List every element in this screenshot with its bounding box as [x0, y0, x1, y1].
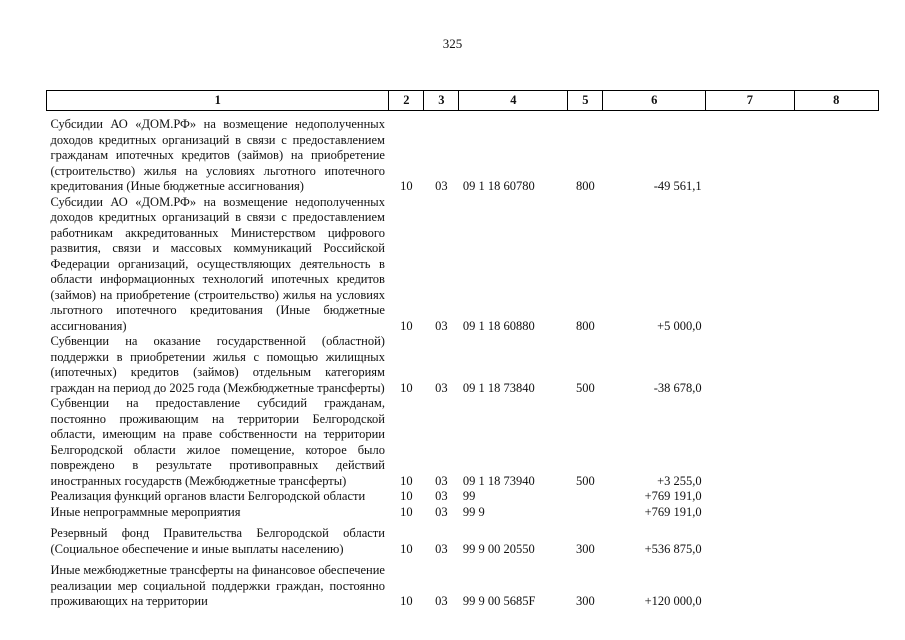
- row-target-code: 99: [462, 489, 476, 503]
- row-target-code: 09 1 18 73840: [462, 380, 535, 395]
- row-section: 10: [400, 541, 413, 556]
- row-expense-type: 800: [575, 179, 595, 193]
- header-col-6: 6: [603, 91, 706, 111]
- row-subsection: 03: [435, 473, 448, 488]
- row-target-code: 99 9 00 20550: [462, 541, 535, 556]
- row-col-7: [706, 396, 794, 489]
- row-col-8: [794, 396, 878, 489]
- row-target-code: 09 1 18 73940: [462, 473, 535, 488]
- row-amount: +769 191,0: [644, 489, 702, 503]
- row-subsection: 03: [435, 504, 448, 519]
- row-description: Реализация функций органов власти Белгородской области: [50, 489, 366, 503]
- row-col-8: [794, 505, 878, 521]
- row-section: 10: [400, 179, 413, 193]
- table-row: [47, 563, 879, 610]
- header-col-7: 7: [706, 91, 794, 111]
- header-row: [47, 91, 879, 111]
- table-header: [47, 91, 879, 111]
- row-expense-type: 500: [575, 473, 595, 488]
- row-section: 10: [400, 380, 413, 395]
- row-subsection: 03: [435, 318, 448, 333]
- row-col-7: [706, 526, 794, 557]
- row-expense-type: 500: [575, 380, 595, 395]
- row-description: Иные межбюджетные трансферты на финансовое обеспечение реализации мер социальной поддержки граждан, постоянно проживающих на территории: [50, 563, 385, 608]
- row-section: 10: [400, 594, 413, 608]
- row-subsection: 03: [435, 179, 448, 193]
- row-description: Иные непрограммные мероприятия: [50, 504, 241, 519]
- row-amount: +769 191,0: [644, 504, 702, 519]
- table-row: [47, 505, 879, 521]
- row-col-8: [794, 563, 878, 610]
- row-subsection: 03: [435, 489, 448, 503]
- row-description: Субвенции на предоставление субсидий гражданам, постоянно проживающим на территории Белгородской области, имеющим на праве собственности на территории Белгородской области жилое помещение, которое было повреждено в результате противоправных действий иностранных государств (Межбюджетные трансферты): [50, 396, 385, 488]
- row-target-code: 99 9: [462, 504, 485, 519]
- table-row: [47, 396, 879, 489]
- row-amount: +120 000,0: [644, 594, 702, 608]
- table-row: [47, 489, 879, 505]
- row-col-8: [794, 334, 878, 396]
- row-col-8: [794, 526, 878, 557]
- header-col-4: 4: [459, 91, 568, 111]
- table-row: [47, 111, 879, 195]
- table-row: [47, 195, 879, 335]
- header-col-2: 2: [389, 91, 424, 111]
- row-amount: +536 875,0: [644, 541, 702, 556]
- row-section: 10: [400, 489, 413, 503]
- header-col-8: 8: [794, 91, 878, 111]
- row-subsection: 03: [435, 380, 448, 395]
- row-expense-type: 300: [575, 594, 595, 608]
- row-expense-type: 300: [575, 541, 595, 556]
- row-description: Субсидии АО «ДОМ.РФ» на возмещение недополученных доходов кредитных организаций в связи с предоставлением гражданам ипотечных кредитов (займов) на приобретение (строительство) жилья на условиях льготного ипотечного кредитования (Иные бюджетные ассигнования): [50, 117, 385, 193]
- row-target-code: 09 1 18 60880: [462, 318, 535, 333]
- row-col-8: [794, 195, 878, 335]
- row-target-code: 09 1 18 60780: [462, 179, 535, 193]
- row-section: 10: [400, 473, 413, 488]
- table-row: [47, 526, 879, 557]
- row-section: 10: [400, 318, 413, 333]
- row-expense-type: [568, 489, 603, 505]
- row-subsection: 03: [435, 594, 448, 608]
- row-expense-type: [568, 505, 603, 521]
- page-number: 325: [442, 36, 463, 51]
- row-col-8: [794, 489, 878, 505]
- table-body: [47, 111, 879, 610]
- row-col-7: [706, 505, 794, 521]
- header-col-1: 1: [47, 91, 389, 111]
- row-description: Субсидии АО «ДОМ.РФ» на возмещение недополученных доходов кредитных организаций в связи с предоставлением работникам аккредитованных Министерством цифрового развития, связи и массовых коммуникаций Российской Федерации организаций, осуществляющих деятельность в области информационных технологий ипотечных кредитов (займов) на приобретение (строительство) жилья на условиях льготного ипотечного кредитования (Иные бюджетные ассигнования): [50, 194, 385, 333]
- row-description: Резервный фонд Правительства Белгородской области (Социальное обеспечение и иные выплаты населению): [50, 526, 385, 556]
- row-expense-type: 800: [575, 318, 595, 333]
- row-description: Субвенции на оказание государственной (областной) поддержки в приобретении жилья с помощью жилищных (ипотечных) кредитов (займов) отдельным категориям граждан на период до 2025 года (Межбюджетные трансферты): [50, 334, 385, 395]
- row-col-8: [794, 111, 878, 195]
- row-section: 10: [400, 504, 413, 519]
- row-amount: +3 255,0: [657, 473, 702, 488]
- row-col-7: [706, 563, 794, 610]
- row-subsection: 03: [435, 541, 448, 556]
- header-col-3: 3: [424, 91, 459, 111]
- budget-table: [46, 90, 879, 610]
- row-amount: +5 000,0: [657, 318, 702, 333]
- row-col-7: [706, 195, 794, 335]
- row-amount: -49 561,1: [653, 179, 702, 193]
- header-col-5: 5: [568, 91, 603, 111]
- table-row: [47, 334, 879, 396]
- row-col-7: [706, 489, 794, 505]
- row-target-code: 99 9 00 5685F: [462, 594, 536, 608]
- row-col-7: [706, 334, 794, 396]
- row-col-7: [706, 111, 794, 195]
- row-amount: -38 678,0: [653, 380, 702, 395]
